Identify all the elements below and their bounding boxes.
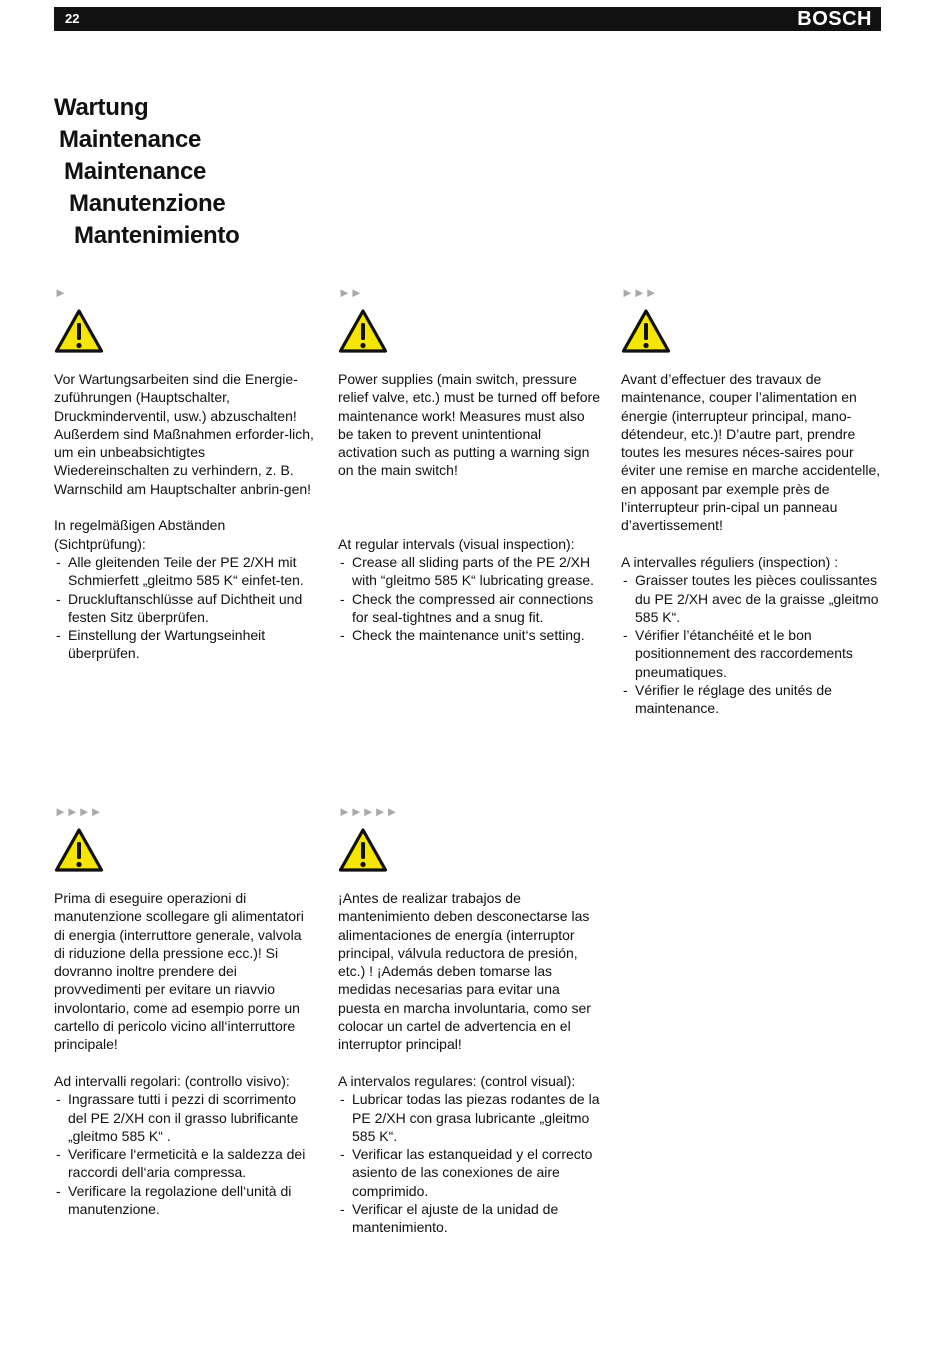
title-italian: Manutenzione (69, 190, 226, 217)
maintenance-list (621, 571, 883, 717)
maintenance-list (54, 553, 316, 663)
section-english (338, 285, 600, 644)
language-marker: ►►► (621, 285, 657, 300)
warning-triangle-icon (338, 308, 388, 354)
warning-triangle-icon (54, 308, 104, 354)
maintenance-list (338, 553, 600, 644)
warning-paragraph: Power supplies (main switch, pressure relief valve, etc.) must be turned off before maintenance work! Measures must also be taken to prevent unintentional activation such as putting a warning sign on the main switch! (338, 371, 600, 479)
title-french: Maintenance (64, 158, 207, 185)
section-french (621, 285, 883, 717)
warning-triangle-icon (338, 827, 388, 873)
section-german (54, 285, 316, 662)
language-marker: ►►►► (54, 804, 102, 819)
maintenance-list (54, 1090, 316, 1218)
warning-paragraph: Vor Wartungsarbeiten sind die Energie-zuführungen (Hauptschalter, Druckminderventil, usw.) abzuschalten! Außerdem sind Maßnahmen erforder-lich, um ein unbeabsichtigtes Wiedereinschalten zu verhindern, z. B. Warnschild am Hauptschalter anbrin-gen! (54, 371, 314, 497)
warning-paragraph: Avant d’effectuer des travaux de maintenance, couper l’alimentation en énergie (interrupteur principal, mano-détendeur, etc.)! D’autre part, prendre toutes les mesures néces-saires pour éviter une remise en marche accidentelle, en apposant par exemple près de l’interrupteur prin-cipal un panneau d’avertissement! (621, 371, 881, 534)
page-number: 22 (65, 11, 80, 26)
maintenance-list (338, 1090, 600, 1236)
list-item: - Verificar las estanqueidad y el correcto asiento de las conexiones de aire comprimido. (338, 1145, 600, 1200)
list-item: - Verificare la regolazione dell‘unità di manutenzione. (54, 1182, 316, 1219)
list-item: - Ingrassare tutti i pezzi di scorrimento del PE 2/XH con il grasso lubrificante „gleitmo 585 K“ . (54, 1090, 316, 1145)
section-spanish (338, 804, 600, 1236)
interval-intro: In regelmäßigen Abständen (Sichtprüfung): (54, 517, 226, 552)
list-item: - Graisser toutes les pièces coulissantes du PE 2/XH avec de la graisse „gleitmo 585 K“. (621, 571, 883, 626)
list-item: - Alle gleitenden Teile der PE 2/XH mit Schmierfett „gleitmo 585 K“ einfet-ten. (54, 553, 316, 590)
interval-intro: A intervalos regulares: (control visual): (338, 1072, 576, 1089)
warning-paragraph: Prima di eseguire operazioni di manutenzione scollegare gli alimentatori di energia (interruttore generale, valvola di riduzione della pressione ecc.)! Si dovranno inoltre prendere dei provvedimenti per evitare un riavvio involontario, come ad esempio porre un cartello di pericolo vicino all‘interruttore principale! (54, 890, 304, 1053)
title-spanish: Mantenimiento (74, 222, 240, 249)
list-item: - Vérifier le réglage des unités de maintenance. (621, 681, 883, 718)
title-english: Maintenance (59, 126, 202, 153)
warning-triangle-icon (621, 308, 671, 354)
language-marker: ►► (338, 285, 362, 300)
language-marker: ►►►►► (338, 804, 398, 819)
title-german: Wartung (54, 94, 149, 121)
section-italian (54, 804, 316, 1218)
interval-intro: At regular intervals (visual inspection): (338, 535, 575, 552)
list-item: - Verificare l‘ermeticità e la saldezza dei raccordi dell‘aria compressa. (54, 1145, 316, 1182)
list-item: - Vérifier l’étanchéité et le bon positionnement des raccordements pneumatiques. (621, 626, 883, 681)
language-marker: ► (54, 285, 66, 300)
warning-triangle-icon (54, 827, 104, 873)
interval-intro: Ad intervalli regolari: (controllo visivo): (54, 1072, 290, 1089)
list-item: - Druckluftanschlüsse auf Dichtheit und festen Sitz überprüfen. (54, 590, 316, 627)
page-title (54, 92, 239, 252)
header-bar (54, 7, 881, 31)
list-item: - Lubricar todas las piezas rodantes de la PE 2/XH con grasa lubricante „gleitmo 585 K“. (338, 1090, 600, 1145)
bosch-logo: BOSCH (797, 8, 872, 30)
list-item: - Check the compressed air connections for seal-tightnes and a snug fit. (338, 590, 600, 627)
interval-intro: A intervalles réguliers (inspection) : (621, 553, 839, 570)
list-item: - Crease all sliding parts of the PE 2/XH with “gleitmo 585 K“ lubricating grease. (338, 553, 600, 590)
warning-paragraph: ¡Antes de realizar trabajos de mantenimiento deben desconectarse las alimentaciones de energía (interruptor principal, válvula reductora de presión, etc.) ! ¡Además deben tomarse las medidas necesarias para evitar una puesta en marcha involuntaria, como ser colocar un cartel de advertencia en el interruptor principal! (338, 890, 591, 1053)
list-item: - Check the maintenance unit‘s setting. (338, 626, 600, 644)
list-item: - Einstellung der Wartungseinheit überprüfen. (54, 626, 316, 663)
list-item: - Verificar el ajuste de la unidad de mantenimiento. (338, 1200, 600, 1237)
